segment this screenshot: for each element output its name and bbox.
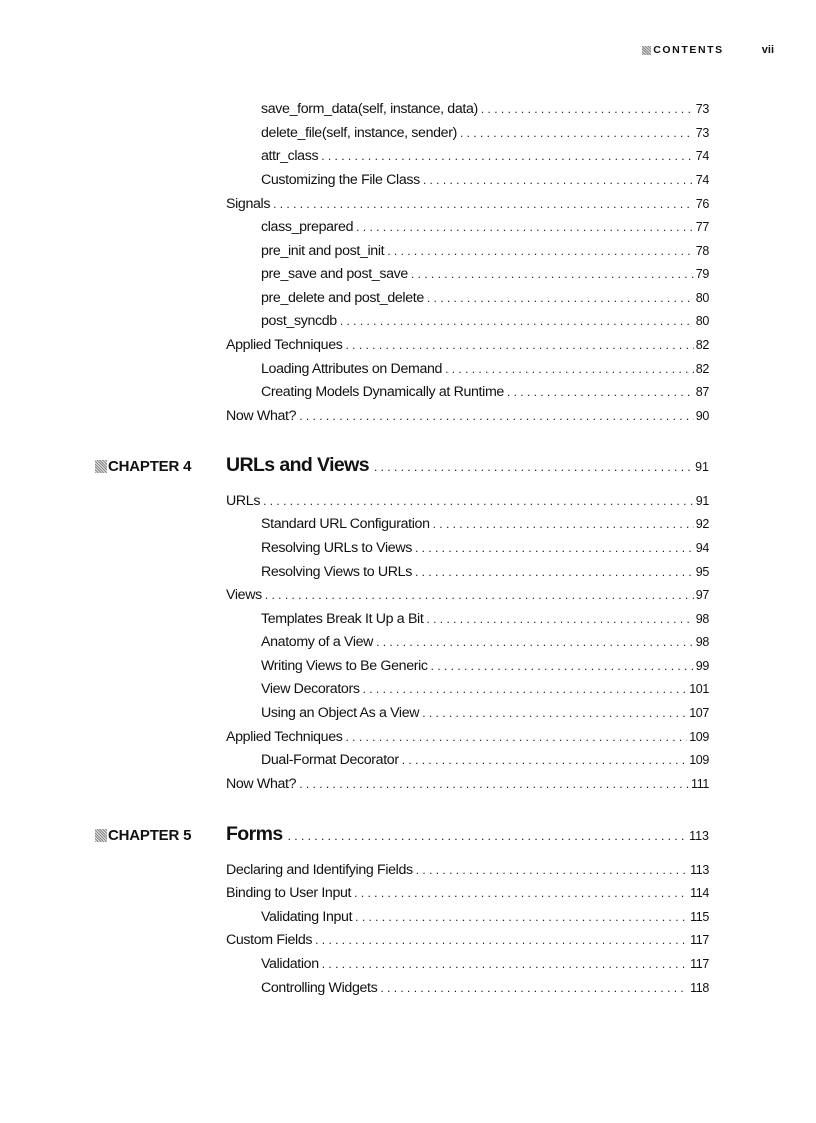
toc-entry-title: Signals: [226, 196, 271, 212]
dot-leader: [265, 587, 694, 603]
chapter-label-text: CHAPTER 5: [108, 827, 192, 844]
toc-entry-title: Anatomy of a View: [261, 634, 374, 650]
toc-entry-title: View Decorators: [261, 681, 360, 697]
dot-leader: [363, 681, 688, 697]
dot-leader: [423, 172, 694, 188]
dot-leader: [299, 408, 694, 424]
chapter-label-text: CHAPTER 4: [108, 458, 192, 475]
chapter-label: [95, 458, 191, 475]
toc-entry-title: Applied Techniques: [226, 337, 343, 353]
dot-leader: [481, 101, 694, 117]
dot-leader: [415, 540, 694, 556]
toc-entry-title: Views: [226, 587, 262, 603]
toc-entry-page: 97: [695, 588, 709, 602]
section-marker-icon: [642, 46, 651, 55]
chapter-marker-icon: [95, 460, 107, 473]
toc-entry-title: save_form_data(self, instance, data): [261, 101, 478, 117]
toc-entry-title: Writing Views to Be Generic: [261, 658, 428, 674]
toc-entry-title: Declaring and Identifying Fields: [226, 862, 413, 878]
toc-entry-page: 113: [690, 863, 709, 877]
toc-entry[interactable]: [261, 909, 709, 925]
dot-leader: [415, 564, 694, 580]
toc-entry-title: pre_save and post_save: [261, 266, 408, 282]
toc-entry[interactable]: [261, 564, 709, 580]
toc-entry[interactable]: [261, 172, 709, 188]
dot-leader: [346, 337, 694, 353]
toc-entry-title: Loading Attributes on Demand: [261, 361, 443, 377]
toc-entry-title: Now What?: [226, 408, 297, 424]
dot-leader: [427, 290, 694, 306]
chapter-title: URLs and Views: [226, 454, 369, 476]
dot-leader: [426, 611, 693, 627]
toc-entry-page: 95: [695, 565, 709, 579]
dot-leader: [387, 243, 694, 259]
dot-leader: [263, 493, 694, 509]
chapter-title: Forms: [226, 823, 283, 845]
running-head: [642, 44, 774, 56]
dot-leader: [402, 752, 687, 768]
toc-entry[interactable]: [261, 243, 709, 259]
toc-entry-page: 118: [690, 981, 709, 995]
toc-entry-page: 107: [689, 706, 709, 720]
toc-entry[interactable]: [261, 125, 709, 141]
toc-entry-title: attr_class: [261, 148, 319, 164]
dot-leader: [354, 885, 688, 901]
toc-entry-title: URLs: [226, 493, 261, 509]
toc-entry[interactable]: [261, 705, 709, 721]
toc-entry-title: Applied Techniques: [226, 729, 343, 745]
toc-entry[interactable]: [226, 337, 709, 353]
toc-entry[interactable]: [261, 980, 709, 996]
toc-entry[interactable]: [261, 611, 709, 627]
dot-leader: [321, 148, 694, 164]
dot-leader: [340, 313, 694, 329]
dot-leader: [322, 956, 688, 972]
dot-leader: [376, 634, 694, 650]
toc-entry[interactable]: [261, 266, 709, 282]
chapter-page: 113: [689, 829, 709, 843]
chapter-label: [95, 827, 191, 844]
dot-leader: [356, 219, 694, 235]
toc-entry[interactable]: [226, 776, 709, 792]
dot-leader: [346, 729, 688, 745]
dot-leader: [411, 266, 694, 282]
toc-entry[interactable]: [226, 408, 709, 424]
toc-entry-title: Controlling Widgets: [261, 980, 378, 996]
toc-entry-page: 82: [695, 362, 709, 376]
toc-entry[interactable]: [261, 313, 709, 329]
dot-leader: [460, 125, 694, 141]
toc-entry-page: 101: [689, 682, 709, 696]
toc-entry-title: Validating Input: [261, 909, 353, 925]
toc-entry-page: 80: [695, 291, 709, 305]
toc-entry-title: Creating Models Dynamically at Runtime: [261, 384, 504, 400]
toc-entry-page: 87: [695, 385, 709, 399]
toc-entry-page: 117: [690, 933, 709, 947]
toc-entry[interactable]: [226, 862, 709, 878]
toc-entry[interactable]: [261, 148, 709, 164]
dot-leader: [433, 516, 694, 532]
toc-entry-title: Using an Object As a View: [261, 705, 420, 721]
toc-entry-page: 117: [690, 957, 709, 971]
toc-entry-title: Standard URL Configuration: [261, 516, 430, 532]
toc-entry-title: pre_init and post_init: [261, 243, 385, 259]
page-number: vii: [761, 44, 774, 56]
dot-leader: [355, 909, 688, 925]
toc-entry-page: 98: [695, 612, 709, 626]
dot-leader: [374, 458, 693, 476]
toc-entry[interactable]: [261, 219, 709, 235]
toc-entry-page: 94: [695, 541, 709, 555]
toc-entry-title: delete_file(self, instance, sender): [261, 125, 457, 141]
toc-entry-page: 114: [690, 886, 709, 900]
dot-leader: [380, 980, 688, 996]
toc-entry-page: 74: [695, 173, 709, 187]
dot-leader: [445, 361, 694, 377]
toc-entry-page: 91: [695, 494, 709, 508]
toc-entry-page: 79: [695, 267, 709, 281]
toc-entry[interactable]: [226, 729, 709, 745]
toc-entry[interactable]: [261, 681, 709, 697]
toc-entry-page: 90: [695, 409, 709, 423]
toc-entry-page: 111: [691, 777, 709, 791]
section-label: CONTENTS: [653, 44, 724, 56]
chapter-marker-icon: [95, 829, 107, 842]
dot-leader: [299, 776, 689, 792]
toc-entry[interactable]: [261, 516, 709, 532]
dot-leader: [422, 705, 687, 721]
dot-leader: [288, 827, 687, 845]
toc-entry[interactable]: [261, 634, 709, 650]
toc-entry-page: 109: [689, 753, 709, 767]
toc-entry-page: 80: [695, 314, 709, 328]
toc-entry-page: 73: [695, 126, 709, 140]
toc-entry-title: Customizing the File Class: [261, 172, 420, 188]
toc-entry-page: 109: [689, 730, 709, 744]
toc-entry-page: 76: [695, 197, 709, 211]
toc-entry-title: Resolving Views to URLs: [261, 564, 412, 580]
toc-entry[interactable]: [226, 587, 709, 603]
toc-entry[interactable]: [261, 384, 709, 400]
toc-entry-title: class_prepared: [261, 219, 354, 235]
toc-entry[interactable]: [261, 540, 709, 556]
toc-entry-title: Validation: [261, 956, 319, 972]
toc-entry-title: Now What?: [226, 776, 297, 792]
toc-entry-page: 115: [690, 910, 709, 924]
toc-entry[interactable]: [261, 361, 709, 377]
toc-entry[interactable]: [261, 956, 709, 972]
toc-entry-title: Dual-Format Decorator: [261, 752, 399, 768]
toc-entry-page: 73: [695, 102, 709, 116]
toc-entry-page: 99: [695, 659, 709, 673]
toc-entry[interactable]: [226, 196, 709, 212]
toc-entry[interactable]: [261, 752, 709, 768]
toc-entry-page: 78: [695, 244, 709, 258]
toc-entry-page: 98: [695, 635, 709, 649]
toc-entry-page: 82: [695, 338, 709, 352]
toc-entry-title: Binding to User Input: [226, 885, 352, 901]
toc-entry-page: 92: [695, 517, 709, 531]
chapter-heading[interactable]: [226, 454, 709, 477]
toc-entry[interactable]: [261, 101, 709, 117]
toc-entry-title: post_syncdb: [261, 313, 337, 329]
toc-entry[interactable]: [261, 658, 709, 674]
toc-entry[interactable]: [226, 885, 709, 901]
dot-leader: [507, 384, 694, 400]
toc-entry[interactable]: [261, 290, 709, 306]
toc-entry[interactable]: [226, 932, 709, 948]
toc-entry[interactable]: [226, 493, 709, 509]
toc-entry-title: Templates Break It Up a Bit: [261, 611, 424, 627]
toc-entry-title: pre_delete and post_delete: [261, 290, 424, 306]
toc-entry-page: 77: [695, 220, 709, 234]
toc-entry-title: Resolving URLs to Views: [261, 540, 412, 556]
dot-leader: [416, 862, 688, 878]
chapter-heading[interactable]: [226, 823, 709, 846]
toc-entry-title: Custom Fields: [226, 932, 313, 948]
chapter-page: 91: [695, 460, 709, 474]
dot-leader: [431, 658, 694, 674]
toc-entry-page: 74: [695, 149, 709, 163]
dot-leader: [315, 932, 688, 948]
dot-leader: [273, 196, 694, 212]
